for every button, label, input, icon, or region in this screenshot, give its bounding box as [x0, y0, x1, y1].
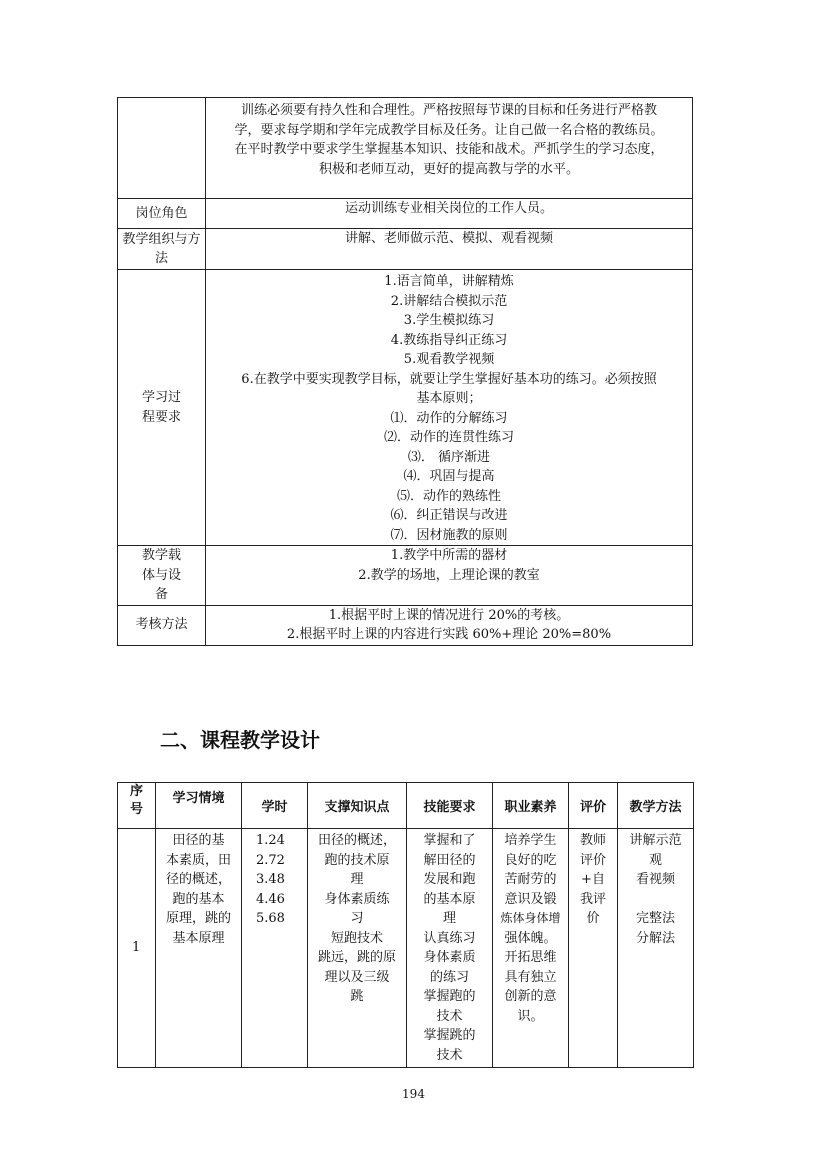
knowledge-line: 短跑技术	[330, 930, 383, 946]
intro-text	[206, 98, 693, 199]
learning-label-text: 学习过程要求	[141, 390, 181, 425]
learning-line: 6.在教学中要实现教学目标，就要让学生掌握好基本功的练习。必须按照	[241, 371, 657, 387]
learning-line: ⑴．动作的分解练习	[390, 410, 508, 426]
skills-line: 认真练习	[423, 930, 476, 946]
skills-line: 掌握跳的	[423, 1028, 476, 1043]
quality-line: 培养学生	[504, 833, 557, 848]
method-line: 讲解示范	[629, 833, 682, 848]
intro-line: 学，要求每学期和学年完成教学目标及任务。让自己做一名合格的教练员。	[234, 122, 664, 138]
knowledge-line: 跳远，跳的原	[317, 950, 396, 965]
learning-line: 基本原则；	[416, 391, 482, 406]
intro-line: 在平时教学中要求学生掌握基本知识、技能和战术。严抓学生的学习态度，	[234, 142, 664, 157]
equipment-value	[206, 546, 693, 606]
learning-line: ⑷．巩固与提高	[403, 469, 495, 484]
course-info-table	[117, 97, 693, 646]
header-context: 学习情境	[156, 783, 242, 829]
skills-line: 解田径的	[423, 852, 476, 868]
section-title: 二、课程教学设计	[160, 728, 320, 752]
role-value: 运动训练专业相关岗位的工作人员。	[206, 199, 693, 229]
skills-line: 掌握和了	[423, 833, 476, 848]
knowledge-line: 习	[350, 911, 364, 926]
evaluation-line: 我评	[579, 891, 606, 907]
learning-line: 3.学生模拟练习	[403, 313, 495, 328]
skills-line: 掌握跑的	[423, 989, 476, 1004]
skills-line: 技术	[436, 1008, 463, 1024]
intro-line: 积极和老师互动，更好的提高教与学的水平。	[318, 161, 579, 177]
learning-line: ⑸．动作的熟练性	[396, 488, 501, 504]
learning-line: ⑵．动作的连贯性练习	[383, 430, 514, 445]
hours-line: 3.48	[256, 872, 285, 887]
knowledge-line: 身体素质练	[324, 891, 390, 907]
evaluation-line: 价	[586, 911, 600, 926]
role-label: 岗位角色	[118, 199, 206, 229]
method-line	[620, 890, 691, 910]
learning-line: ⑺．因材施教的原则	[390, 527, 508, 543]
learning-requirements	[206, 270, 693, 546]
knowledge-line: 理以及三级	[324, 969, 390, 985]
quality-line: 创新的意	[504, 989, 557, 1004]
context-line: 原理，跳的	[165, 911, 231, 926]
quality-line: 开拓思维	[504, 950, 557, 965]
learning-line: 4.教练指导纠正练习	[390, 332, 508, 348]
assessment-value	[206, 605, 693, 645]
equipment-line: 2.教学的场地，上理论课的教室	[358, 567, 540, 583]
method-line: 观	[648, 852, 662, 868]
learning-label	[118, 270, 206, 546]
assessment-label: 考核方法	[118, 605, 206, 645]
equipment-label-text: 教学载体与设备	[141, 548, 181, 602]
equipment-line: 1.教学中所需的器材	[390, 548, 508, 563]
header-method: 教学方法	[618, 783, 694, 829]
page-number: 194	[402, 1087, 425, 1101]
quality-line: 识。	[517, 1008, 544, 1024]
learning-line: ⑹．纠正错误与改进	[390, 508, 508, 523]
context-line: 基本原理	[172, 930, 225, 946]
organization-value: 讲解、老师做示范、模拟、观看视频	[206, 229, 693, 270]
hours-line: 2.72	[256, 852, 285, 868]
learning-line: 2.讲解结合模拟示范	[390, 293, 508, 309]
knowledge-cell	[308, 829, 407, 1068]
teaching-design-table	[117, 782, 694, 1068]
intro-label-cell	[118, 98, 206, 199]
header-knowledge: 支撑知识点	[308, 783, 407, 829]
assessment-line: 1.根据平时上课的情况进行 20%的考核。	[328, 607, 570, 623]
header-hours: 学时	[242, 783, 308, 829]
method-cell	[618, 829, 694, 1068]
method-line: 看视频	[635, 872, 675, 887]
skills-line: 的练习	[429, 969, 469, 985]
knowledge-line: 跳	[350, 989, 364, 1004]
hours-line: 4.46	[256, 891, 285, 907]
intro-line: 训练必须要有持久性和合理性。严格按照每节课的目标和任务进行严格教	[240, 103, 657, 118]
context-line: 径的概述，	[165, 872, 231, 887]
quality-line: 良好的吃	[504, 852, 557, 868]
knowledge-line: 田径的概述，	[317, 833, 396, 848]
quality-line: 具有独立	[504, 969, 557, 985]
quality-cell	[493, 829, 569, 1068]
knowledge-line: 理	[350, 872, 364, 887]
skills-line: 身体素质	[423, 950, 476, 965]
evaluation-cell	[569, 829, 618, 1068]
quality-line: 意识及锻	[504, 891, 557, 907]
hours-line: 1.24	[256, 833, 285, 848]
skills-line: 发展和跑	[423, 872, 476, 887]
method-line: 分解法	[635, 930, 675, 946]
header-skills: 技能要求	[407, 783, 493, 829]
quality-line: 强体魄。	[504, 930, 557, 946]
header-evaluation: 评价	[569, 783, 618, 829]
evaluation-line: +自	[581, 872, 605, 887]
organization-label	[118, 229, 206, 270]
skills-cell	[407, 829, 493, 1068]
method-line: 完整法	[635, 911, 675, 926]
skills-line: 理	[442, 911, 456, 926]
header-quality: 职业素养	[493, 783, 569, 829]
hours-line: 5.68	[256, 911, 285, 926]
context-line: 本素质，田	[165, 852, 231, 868]
skills-line: 技术	[436, 1047, 463, 1063]
assessment-line: 2.根据平时上课的内容进行实践 60%+理论 20%=80%	[286, 627, 612, 642]
header-seq: 序号	[118, 783, 156, 829]
hours-cell	[242, 829, 308, 1068]
context-line: 跑的基本	[172, 891, 225, 907]
row-seq: 1	[118, 829, 156, 1068]
learning-line: 1.语言简单，讲解精炼	[384, 274, 514, 289]
organization-label-text: 教学组织与方法	[122, 231, 201, 266]
context-line: 田径的基	[172, 833, 225, 848]
skills-line: 的基本原	[423, 891, 476, 907]
equipment-label	[118, 546, 206, 606]
learning-line: ⑶． 循序渐进	[407, 449, 491, 465]
quality-line: 苦耐劳的	[504, 872, 557, 887]
evaluation-line: 评价	[579, 852, 606, 868]
evaluation-line: 教师	[579, 833, 606, 848]
context-cell	[156, 829, 242, 1068]
learning-line: 5.观看教学视频	[403, 352, 495, 367]
knowledge-line: 跑的技术原	[324, 852, 390, 868]
quality-line: 炼体身体增	[500, 911, 561, 925]
